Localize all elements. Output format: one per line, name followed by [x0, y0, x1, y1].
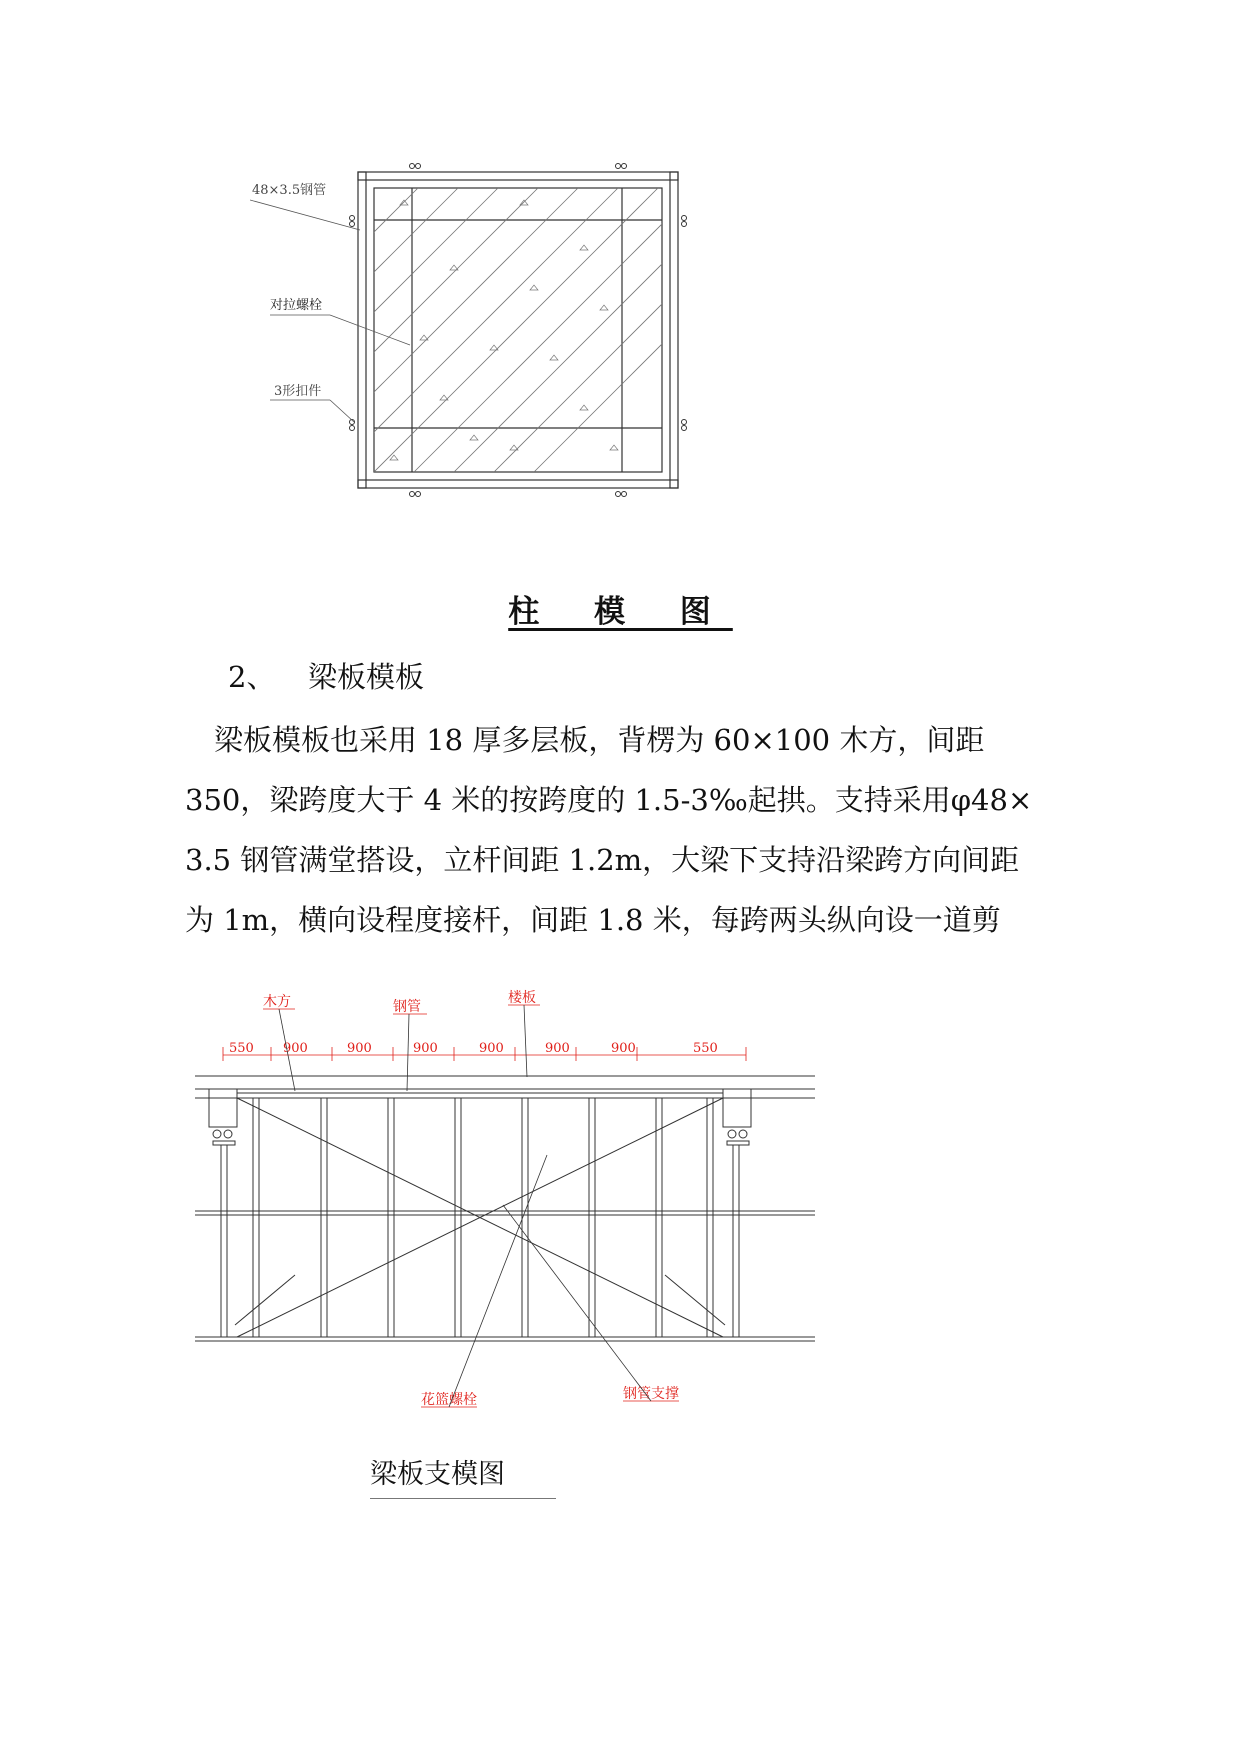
support-label: 钢管支撑: [623, 1386, 679, 1402]
dimension-label: 900: [347, 1041, 372, 1056]
dimension-label: 900: [545, 1041, 570, 1056]
dimension-label: 900: [283, 1041, 308, 1056]
paragraph-line: 为 1m，横向设程度接杆，间距 1.8 米，每跨两头纵向设一道剪: [185, 903, 1001, 937]
column-formwork-drawing: [250, 160, 770, 560]
pipe-label: 48×3.5钢管: [252, 183, 327, 198]
section-number: 2、: [228, 660, 276, 694]
turnbuckle-label: 花篮螺栓: [421, 1392, 477, 1408]
dimension-label: 900: [413, 1041, 438, 1056]
beam-figure-caption: 梁板支模图: [370, 1459, 505, 1490]
column-figure-caption: 柱 模 图: [508, 594, 733, 630]
clamp-label: 3形扣件: [274, 384, 322, 399]
caption-underline: [370, 1498, 556, 1499]
dimension-label: 900: [479, 1041, 504, 1056]
section-heading: [228, 655, 424, 696]
dimension-label: 550: [693, 1041, 718, 1056]
pipe-label: 钢管: [393, 999, 421, 1015]
slab-label: 楼板: [508, 990, 536, 1006]
beam-slab-formwork-drawing: [195, 985, 815, 1425]
section-title: 梁板模板: [308, 660, 425, 694]
dimension-label: 900: [611, 1041, 636, 1056]
body-paragraph: [185, 710, 1065, 950]
timber-label: 木方: [263, 994, 291, 1010]
bolt-label: 对拉螺栓: [270, 298, 323, 313]
paragraph-line: 3.5 钢管满堂搭设，立杆间距 1.2m，大梁下支持沿梁跨方向间距: [185, 843, 1020, 877]
paragraph-line: 梁板模板也采用 18 厚多层板，背楞为 60×100 木方，间距: [185, 723, 985, 757]
dimension-label: 550: [229, 1041, 254, 1056]
paragraph-line: 350，梁跨度大于 4 米的按跨度的 1.5-3‰起拱。支持采用φ48×: [185, 783, 1033, 817]
